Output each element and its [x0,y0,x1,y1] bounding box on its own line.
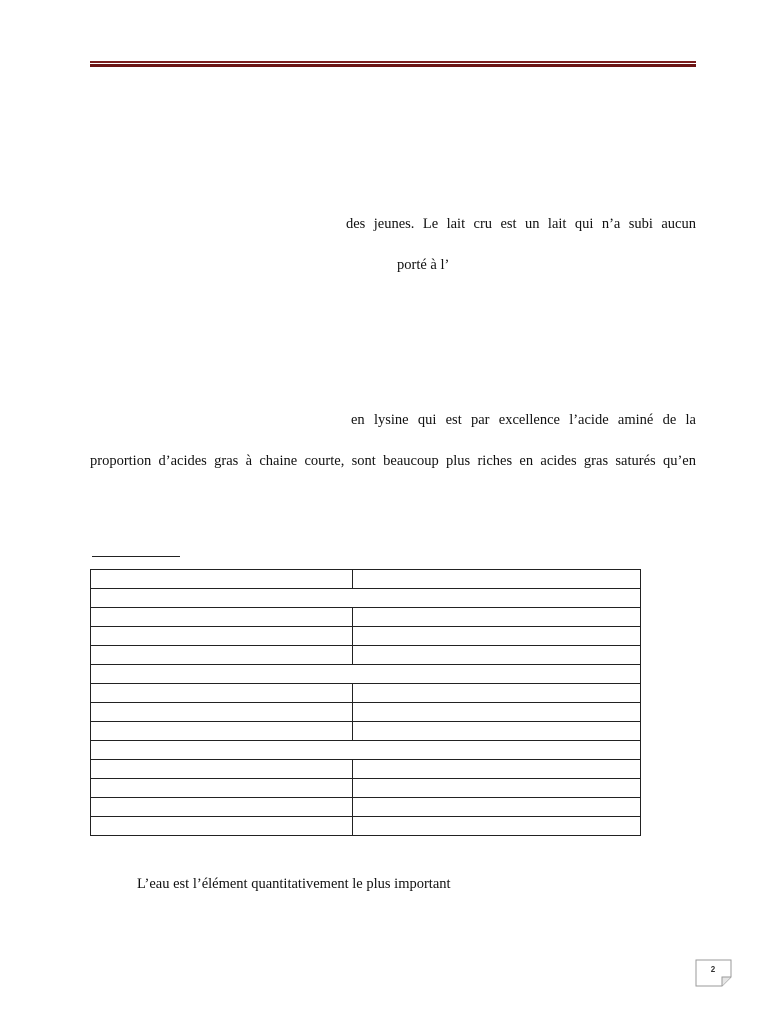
table-cell [91,627,353,646]
table-row [91,646,641,665]
table-cell [91,760,353,779]
table-cell [353,570,641,589]
table-row [91,608,641,627]
table-cell [353,703,641,722]
text-line-2: porté à l’ [397,257,450,273]
table-cell [353,722,641,741]
text-line-4: proportion d’acides gras à chaine courte, sont beaucoup plus riches en acides gras saturés qu’en [90,453,696,469]
table-row [91,684,641,703]
table-row [91,817,641,836]
header-rule [90,61,696,68]
table-cell [91,779,353,798]
table-cell [91,817,353,836]
table-caption-underline [92,556,180,557]
text-line-5: L’eau est l’élément quantitativement le plus important [137,876,451,892]
table-cell [353,608,641,627]
table-cell [353,779,641,798]
page-number: 2 [710,965,716,974]
table-cell [91,608,353,627]
table-section-cell [91,741,641,760]
table-cell [91,570,353,589]
table-cell [353,646,641,665]
table-row [91,760,641,779]
text-line-1: des jeunes. Le lait cru est un lait qui n’a subi aucun [346,216,696,232]
table-row [91,722,641,741]
table-cell [353,798,641,817]
table-section-cell [91,665,641,684]
text-line-3: en lysine qui est par excellence l’acide aminé de la [351,412,696,428]
page-number-badge [695,959,733,987]
table-row [91,589,641,608]
table-row [91,741,641,760]
table-cell [91,798,353,817]
table-cell [91,646,353,665]
table-row [91,627,641,646]
table-cell [353,684,641,703]
table-cell [91,684,353,703]
table-cell [353,817,641,836]
table-row [91,570,641,589]
table-cell [91,722,353,741]
table-cell [91,703,353,722]
table-row [91,798,641,817]
table-cell [353,627,641,646]
composition-table [90,569,641,836]
table-row [91,703,641,722]
table-row [91,779,641,798]
table-cell [353,760,641,779]
table-row [91,665,641,684]
table-section-cell [91,589,641,608]
